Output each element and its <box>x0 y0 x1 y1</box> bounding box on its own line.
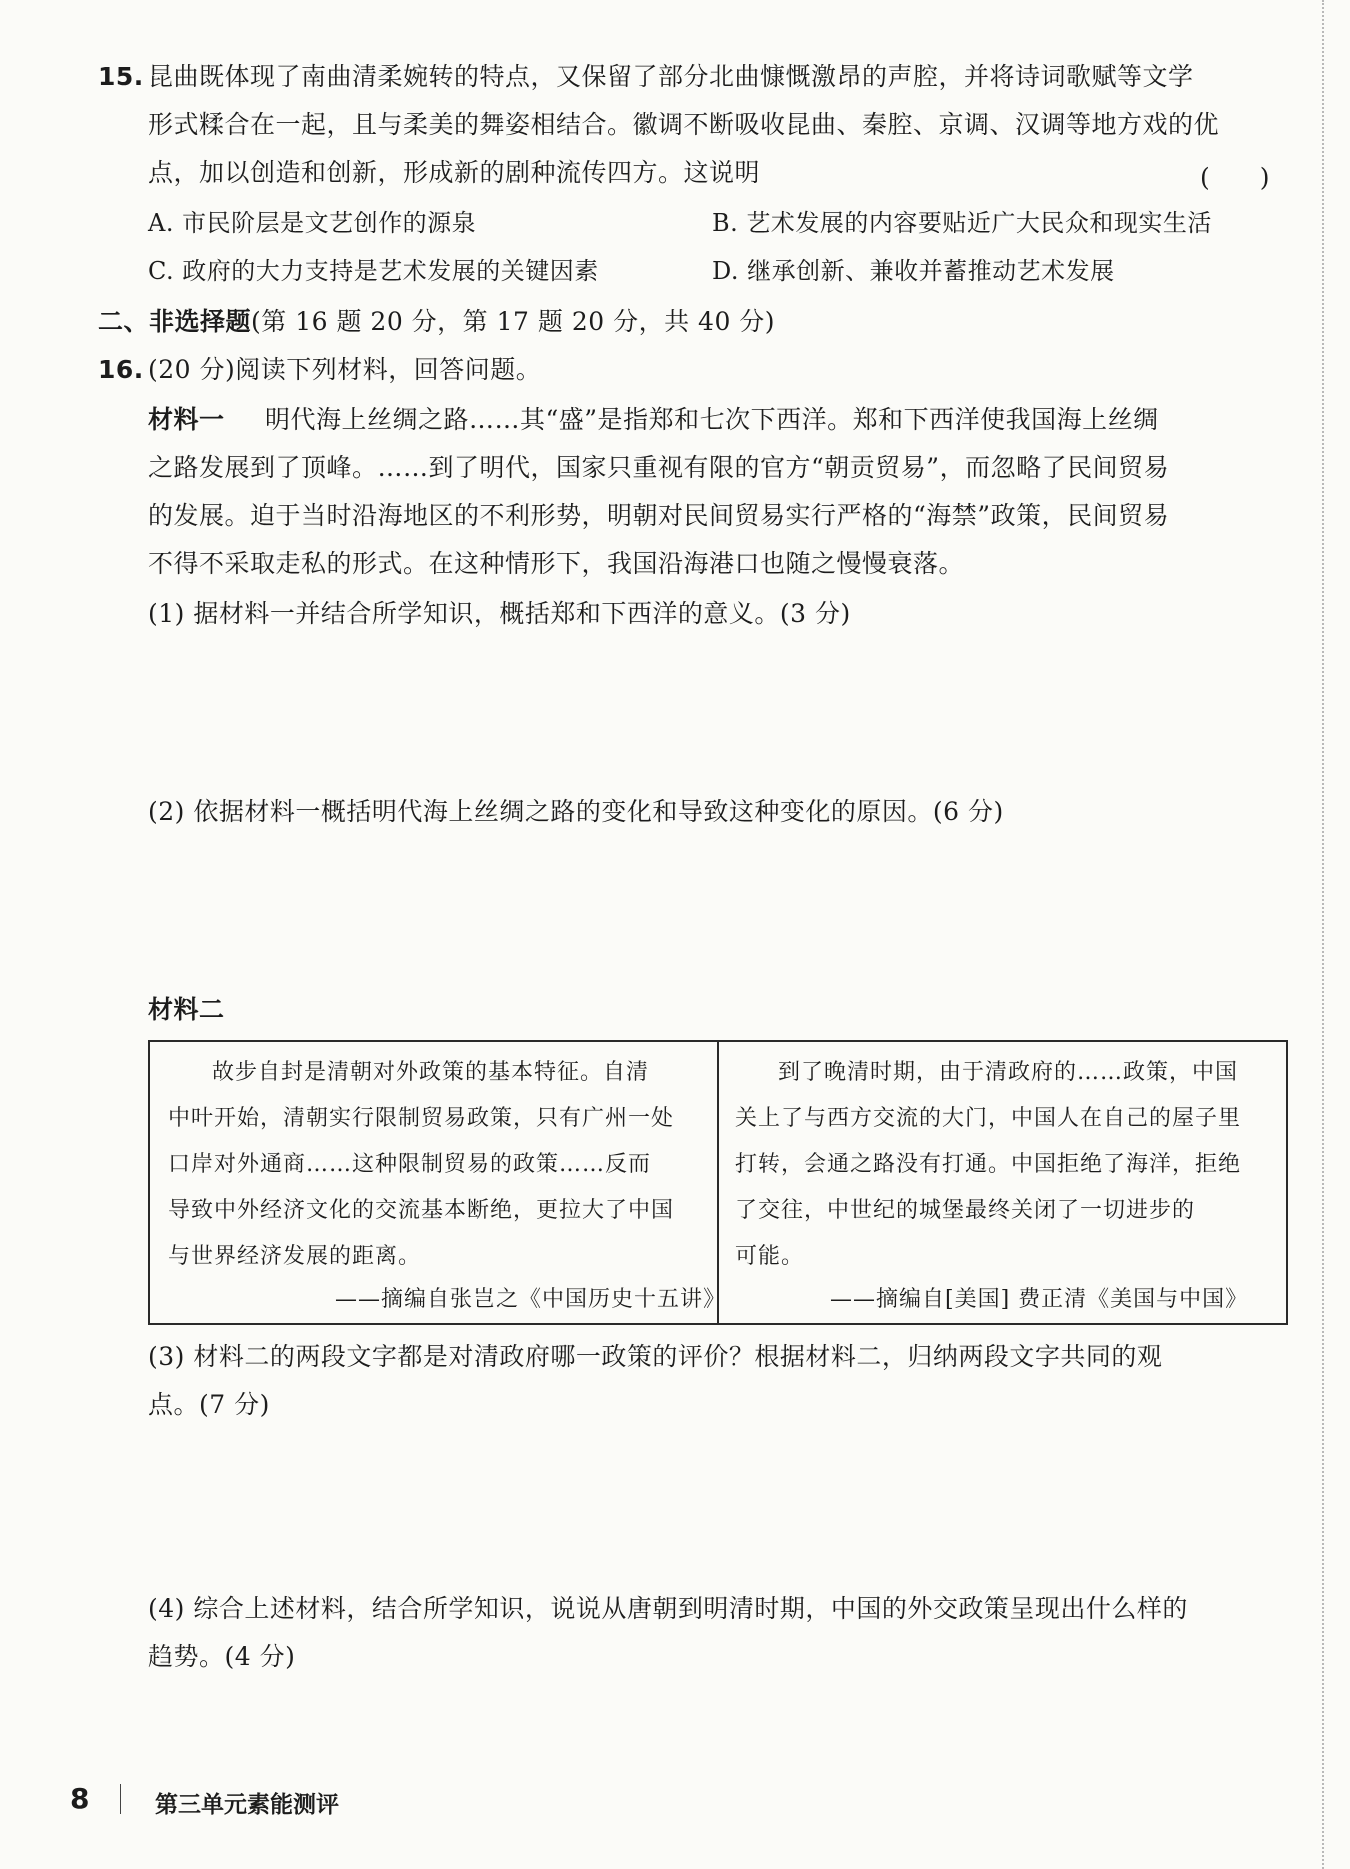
margin-dotted-rule <box>1322 0 1324 1869</box>
question-16-number: 16. <box>98 355 144 384</box>
question-15-stem-line-2: 形式糅合在一起，且与柔美的舞姿相结合。徽调不断吸收昆曲、秦腔、京调、汉调等地方戏的优 <box>148 110 1220 139</box>
material-2-label: 材料二 <box>148 995 225 1024</box>
material-1-line-3: 的发展。迫于当时沿海地区的不利形势，明朝对民间贸易实行严格的“海禁”政策，民间贸易 <box>148 501 1170 530</box>
sub-question-4-line-1: (4) 综合上述材料，结合所学知识，说说从唐朝到明清时期，中国的外交政策呈现出什么样的 <box>148 1594 1188 1623</box>
question-15-number: 15. <box>98 62 144 91</box>
box-left-line-1: 故步自封是清朝对外政策的基本特征。自清 <box>212 1060 650 1085</box>
box-right-line-1: 到了晚清时期，由于清政府的……政策，中国 <box>778 1060 1239 1085</box>
question-15-stem-line-1: 昆曲既体现了南曲清柔婉转的特点，又保留了部分北曲慷慨激昂的声腔，并将诗词歌赋等文学 <box>148 62 1194 91</box>
answer-bracket[interactable]: ( ) <box>1200 163 1270 192</box>
option-b[interactable]: B. 艺术发展的内容要贴近广大民众和现实生活 <box>712 209 1212 237</box>
option-a[interactable]: A. 市民阶层是文艺创作的源泉 <box>148 209 477 237</box>
box-right-line-2: 关上了与西方交流的大门，中国人在自己的屋子里 <box>735 1106 1242 1131</box>
sub-question-3-line-2: 点。(7 分) <box>148 1390 270 1419</box>
answer-area-3[interactable] <box>148 1432 1288 1582</box>
box-right-line-3: 打转，会通之路没有打通。中国拒绝了海洋，拒绝 <box>735 1152 1242 1177</box>
box-right-line-4: 了交往，中世纪的城堡最终关闭了一切进步的 <box>735 1198 1196 1223</box>
question-16-intro: (20 分)阅读下列材料，回答问题。 <box>148 355 542 384</box>
box-left-line-2: 中叶开始，清朝实行限制贸易政策，只有广州一处 <box>168 1106 675 1131</box>
box-right-line-5: 可能。 <box>735 1244 805 1269</box>
answer-area-4[interactable] <box>148 1684 1288 1764</box>
answer-area-1[interactable] <box>148 640 1288 790</box>
material-2-divider <box>717 1040 719 1325</box>
footer-title: 第三单元素能测评 <box>155 1792 339 1818</box>
option-d[interactable]: D. 继承创新、兼收并蓄推动艺术发展 <box>712 257 1115 285</box>
option-c[interactable]: C. 政府的大力支持是艺术发展的关键因素 <box>148 257 599 285</box>
sub-question-4-line-2: 趋势。(4 分) <box>148 1642 296 1671</box>
page-number: 8 <box>70 1782 90 1815</box>
answer-area-2[interactable] <box>148 838 1288 978</box>
box-right-source: ——摘编自[美国] 费正清《美国与中国》 <box>830 1287 1249 1312</box>
material-1-label: 材料一 <box>148 405 225 434</box>
sub-question-2: (2) 依据材料一概括明代海上丝绸之路的变化和导致这种变化的原因。(6 分) <box>148 797 1004 826</box>
sub-question-1: (1) 据材料一并结合所学知识，概括郑和下西洋的意义。(3 分) <box>148 599 851 628</box>
material-1-line-1: 明代海上丝绸之路……其“盛”是指郑和七次下西洋。郑和下西洋使我国海上丝绸 <box>265 405 1159 434</box>
section-heading <box>98 305 775 339</box>
section-note: (第 16 题 20 分，第 17 题 20 分，共 40 分) <box>251 307 776 336</box>
box-left-line-3: 口岸对外通商……这种限制贸易的政策……反而 <box>168 1152 652 1177</box>
material-1-line-2: 之路发展到了顶峰。……到了明代，国家只重视有限的官方“朝贡贸易”，而忽略了民间贸易 <box>148 453 1170 482</box>
box-left-line-4: 导致中外经济文化的交流基本断绝，更拉大了中国 <box>168 1198 675 1223</box>
box-left-line-5: 与世界经济发展的距离。 <box>168 1244 422 1269</box>
material-1-line-4: 不得不采取走私的形式。在这种情形下，我国沿海港口也随之慢慢衰落。 <box>148 549 965 578</box>
sub-question-3-line-1: (3) 材料二的两段文字都是对清政府哪一政策的评价？根据材料二，归纳两段文字共同的观 <box>148 1342 1163 1371</box>
section-title: 二、非选择题 <box>98 307 252 336</box>
box-left-source: ——摘编自张岂之《中国历史十五讲》 <box>335 1287 727 1312</box>
footer-separator <box>120 1784 121 1814</box>
question-15-stem-line-3: 点，加以创造和创新，形成新的剧种流传四方。这说明 <box>148 158 761 187</box>
